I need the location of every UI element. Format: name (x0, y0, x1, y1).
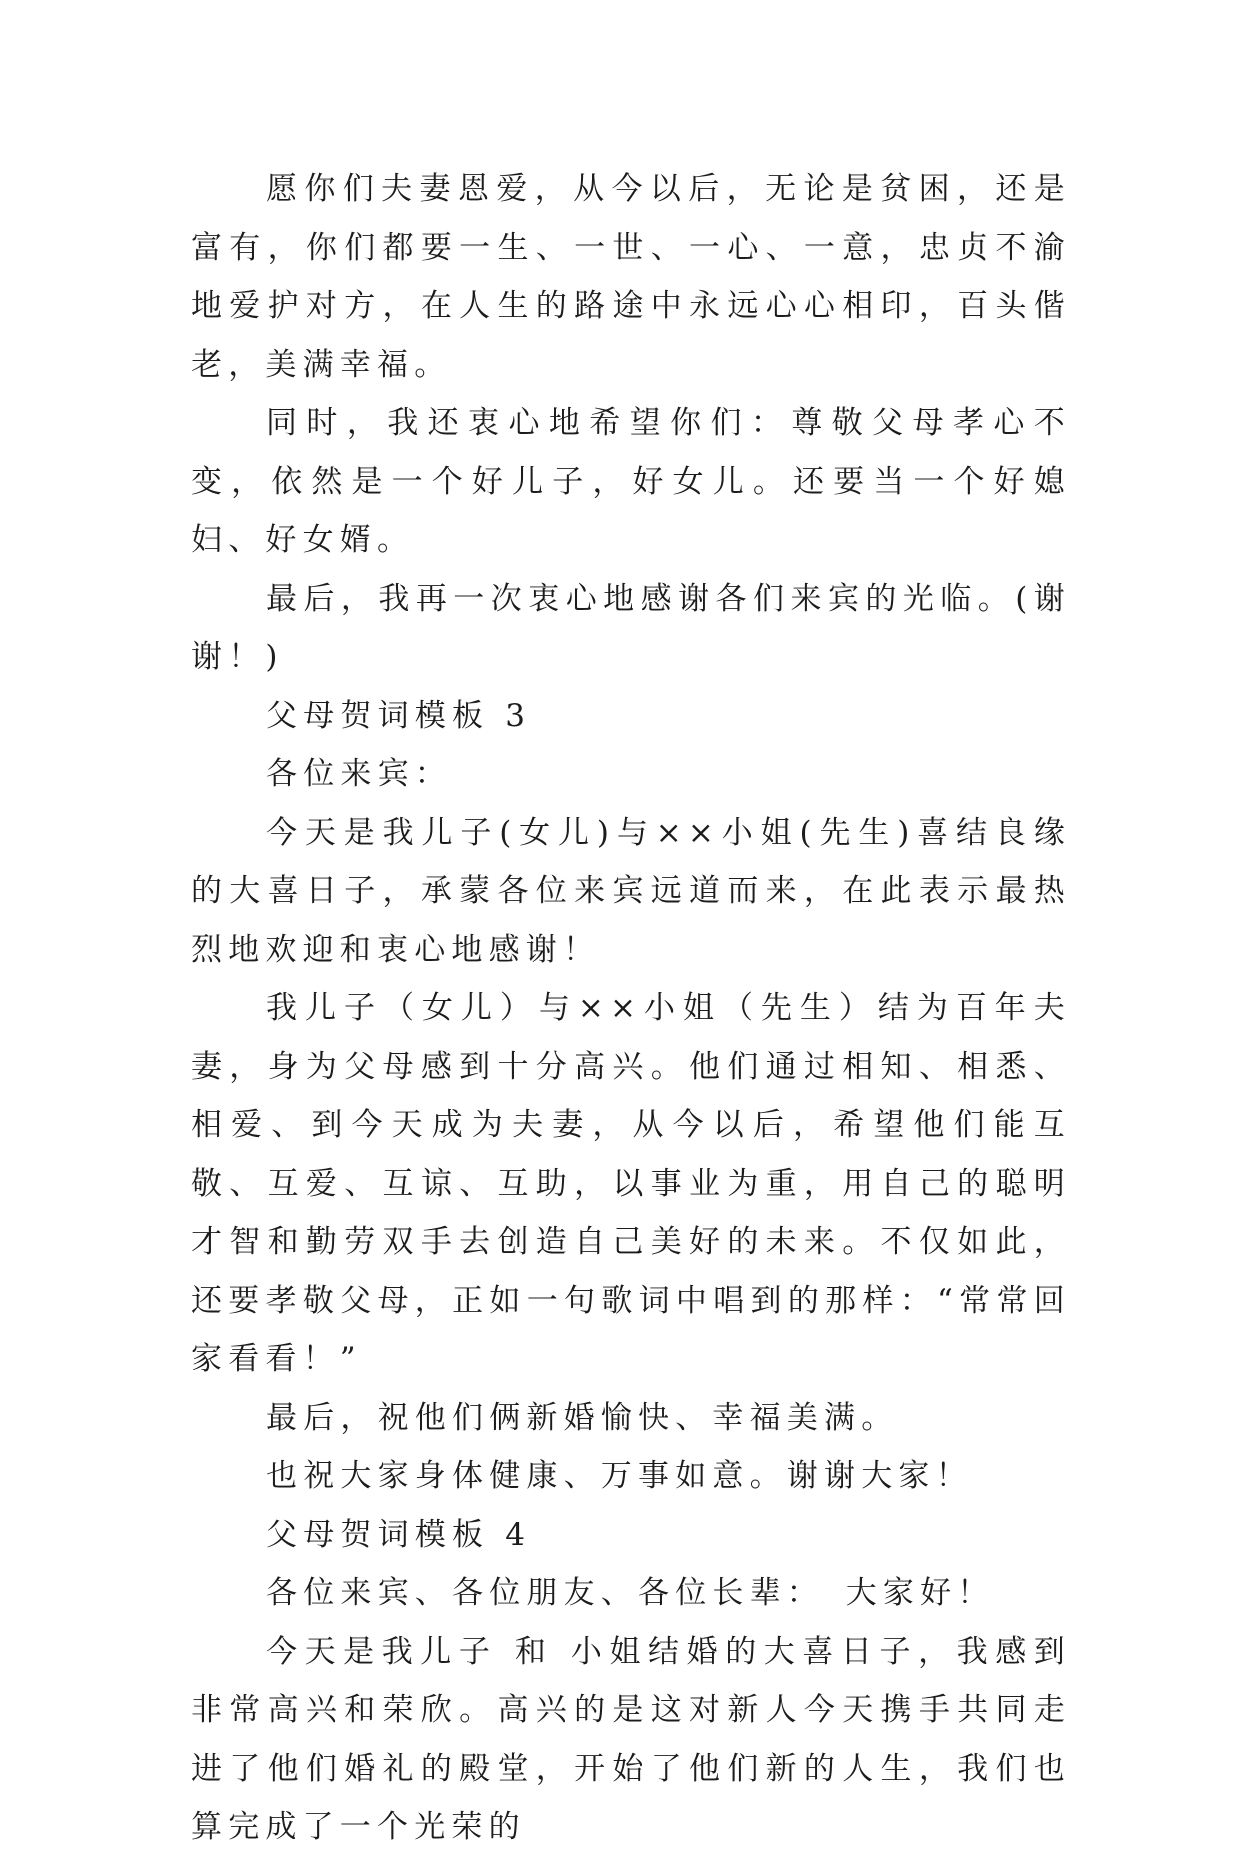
section-heading-template-3: 父母贺词模板 3 (266, 697, 532, 734)
paragraph-blessing: 最后，祝他们俩新婚愉快、幸福美满。 (266, 1399, 899, 1436)
paragraph-wedding-day: 今天是我儿子 和 小姐结婚的大喜日子，我感到非常高兴和荣欣。高兴的是这对新人今天携手共同走进了他们婚礼的殿堂，开始了他们新的人生，我们也算完成了一个光荣的 (191, 1633, 1071, 1845)
paragraph-welcome: 今天是我儿子(女儿)与××小姐(先生)喜结良缘的大喜日子，承蒙各位来宾远道而来，在此表示最热烈地欢迎和衷心地感谢！ (191, 814, 1071, 968)
paragraph-closing: 也祝大家身体健康、万事如意。谢谢大家！ (266, 1458, 973, 1494)
paragraph-greeting-2: 各位来宾、各位朋友、各位长辈： 大家好！ (266, 1575, 995, 1611)
section-heading-template-4: 父母贺词模板 4 (266, 1516, 532, 1553)
paragraph-thanks: 最后，我再一次衷心地感谢各们来宾的光临。(谢谢！) (191, 580, 1071, 675)
paragraph-wishes: 愿你们夫妻恩爱，从今以后，无论是贫困，还是富有，你们都要一生、一世、一心、一意，忠贞不渝地爱护对方，在人生的路途中永远心心相印，百头偕老，美满幸福。 (191, 171, 1071, 383)
document-body (191, 160, 1071, 1857)
paragraph-parents-wishes: 我儿子（女儿）与××小姐（先生）结为百年夫妻，身为父母感到十分高兴。他们通过相知、相悉、相爱、到今天成为夫妻，从今以后，希望他们能互敬、互爱、互谅、互助，以事业为重，用自己的聪明才智和勤劳双手去创造自己美好的未来。不仅如此，还要孝敬父母，正如一句歌词中唱到的那样：“常常回家看看！” (191, 990, 1071, 1377)
paragraph-greeting: 各位来宾： (266, 756, 452, 792)
paragraph-hope: 同时，我还衷心地希望你们：尊敬父母孝心不变，依然是一个好儿子，好女儿。还要当一个好媳妇、好女婿。 (191, 405, 1071, 558)
